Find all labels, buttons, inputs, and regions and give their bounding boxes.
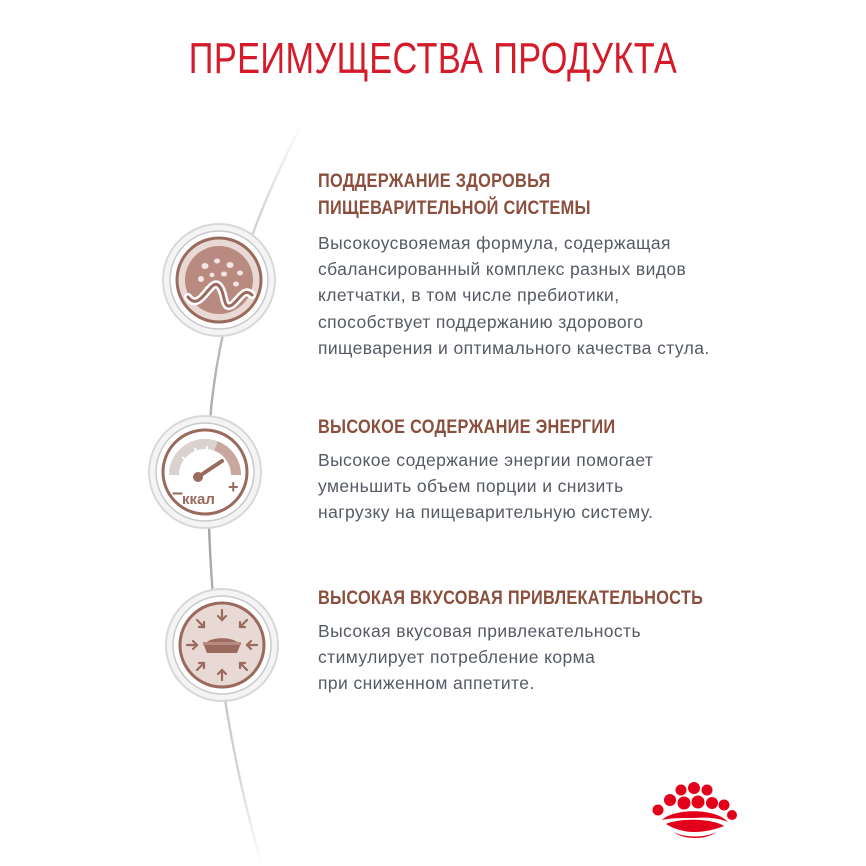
feature-1-title (318, 168, 591, 222)
feature-3-text-line-1: Высокая вкусовая привлекательность (318, 621, 641, 641)
feature-2-text-line-3: нагрузку на пищеварительную систему. (318, 502, 654, 523)
feature-1-text-line-1: Высокоусвояемая формула, содержащая (318, 233, 671, 253)
feature-2-description (318, 447, 653, 526)
feature-1-text-line-4: способствует поддержанию здорового (318, 311, 644, 332)
svg-text:+: + (228, 477, 239, 497)
feature-2-title (318, 414, 615, 441)
digestive-health-icon (160, 221, 278, 339)
svg-text:–: – (172, 482, 184, 504)
feature-3-title (318, 585, 703, 612)
feature-2-title-line-1: ВЫСОКОЕ СОДЕРЖАНИЕ ЭНЕРГИИ (318, 417, 616, 438)
palatability-bowl-icon (163, 586, 281, 704)
feature-3-title-line-1: ВЫСОКАЯ ВКУСОВАЯ ПРИВЛЕКАТЕЛЬНОСТЬ (318, 588, 704, 609)
energy-gauge-icon (146, 413, 264, 531)
kcal-label: ккал (182, 491, 215, 508)
feature-1-text-line-5: пищеварения и оптимального качества стула. (318, 337, 710, 358)
feature-2-text-line-1: Высокое содержание энергии помогает (318, 450, 654, 470)
feature-3-description (318, 618, 641, 697)
feature-1-description (318, 230, 710, 361)
feature-1-text-line-2: сбалансированный комплекс разных видов (318, 259, 687, 280)
feature-1-text-line-3: клетчатки, в том числе пребиотики, (318, 285, 620, 306)
feature-1-title-line-1: ПОДДЕРЖАНИЕ ЗДОРОВЬЯ (318, 171, 551, 192)
feature-3-text-line-3: при сниженном аппетите. (318, 673, 535, 694)
feature-3-text-line-2: стимулирует потребление корма (318, 647, 596, 668)
feature-1-title-line-2: ПИЩЕВАРИТЕЛЬНОЙ СИСТЕМЫ (318, 198, 591, 219)
page-title: ПРЕИМУЩЕСТВА ПРОДУКТА (188, 34, 678, 83)
feature-2-text-line-2: уменьшить объем порции и снизить (318, 476, 624, 497)
royal-canin-crown-icon (644, 780, 744, 846)
